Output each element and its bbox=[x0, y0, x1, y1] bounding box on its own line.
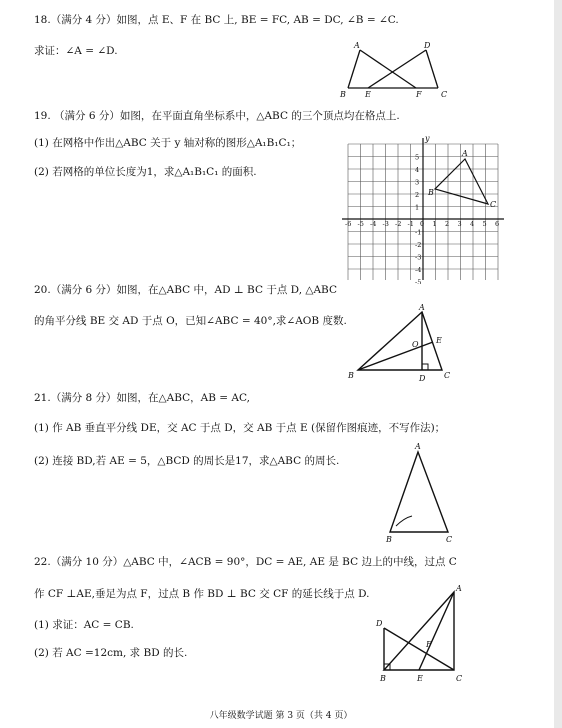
q19-x-tick-label: -6 bbox=[345, 220, 352, 228]
q19-x-tick-label: -5 bbox=[357, 220, 364, 228]
q19-x-tick-label: 4 bbox=[470, 220, 475, 228]
q18-figure bbox=[338, 38, 458, 98]
q18-label-f: F bbox=[416, 90, 422, 98]
q19-y-tick-label: 5 bbox=[415, 153, 420, 162]
q19-x-tick-label: 0 bbox=[420, 220, 425, 228]
q19-y-tick-label: 2 bbox=[415, 191, 420, 199]
q19-x-tick-label: 3 bbox=[457, 220, 462, 228]
q20-right-angle-mark bbox=[422, 364, 428, 370]
q19-y-tick-label: -3 bbox=[415, 253, 422, 262]
q20-label-c: C bbox=[444, 371, 451, 380]
q22-part2: (2) 若 AC =12cm, 求 BD 的长. bbox=[34, 647, 188, 659]
q22-label-d: D bbox=[376, 619, 383, 628]
q22-triangle-abc bbox=[384, 592, 454, 670]
q21-figure bbox=[378, 440, 468, 546]
q22-median-ae bbox=[419, 592, 454, 670]
q22-heading: 22.（满分 10 分）△ABC 中，∠ACB = 90°，DC = AE, AE 是 BC 边上的中线，过点 C bbox=[34, 556, 457, 568]
q20-label-a: A bbox=[419, 303, 425, 312]
q20-label-o: O bbox=[412, 340, 419, 349]
q19-x-tick-label: 6 bbox=[495, 220, 500, 228]
q19-x-tick-label: 2 bbox=[445, 220, 450, 228]
q20-label-b: B bbox=[348, 371, 354, 380]
q21-label-a: A bbox=[415, 442, 421, 451]
q18-label-a: A bbox=[354, 41, 360, 50]
q18-seg-de bbox=[368, 50, 426, 88]
q20-label-d: D bbox=[419, 374, 426, 383]
q21-construction-arc bbox=[396, 516, 412, 526]
q19-heading: 19. （满分 6 分）如图，在平面直角坐标系中，△ABC 的三个顶点均在格点上. bbox=[34, 110, 400, 122]
q20-body: 的角平分线 BE 交 AD 于点 O，已知∠ABC = 40°,求∠AOB 度数. bbox=[34, 315, 347, 327]
q18-label-c: C bbox=[441, 90, 448, 98]
q19-x-tick-label: -2 bbox=[395, 220, 402, 228]
q21-label-b: B bbox=[386, 535, 392, 544]
q22-seg-dc bbox=[384, 628, 454, 670]
q19-y-tick-label: -5 bbox=[415, 278, 422, 284]
q20-triangle-abc bbox=[358, 312, 442, 370]
q21-part2: (2) 连接 BD,若 AE = 5，△BCD 的周长是17，求△ABC 的周长. bbox=[34, 455, 340, 467]
q22-label-b: B bbox=[380, 674, 386, 683]
q19-y-tick-label: -1 bbox=[415, 228, 422, 237]
q18-heading: 18.（满分 4 分）如图，点 E、F 在 BC 上, BE = FC, AB = DC, ∠B = ∠C. bbox=[34, 14, 399, 26]
q18-seg-cd bbox=[426, 50, 438, 88]
q19-label-c: C bbox=[490, 200, 497, 209]
q18-seg-af bbox=[360, 50, 416, 88]
q20-figure bbox=[344, 302, 464, 384]
q19-x-tick-label: 1 bbox=[432, 220, 437, 228]
q18-label-b: B bbox=[340, 90, 346, 98]
q19-coordinate-grid bbox=[338, 132, 508, 284]
q20-label-e: E bbox=[436, 336, 442, 345]
q19-y-tick-label: -4 bbox=[415, 266, 422, 274]
q22-label-c: C bbox=[456, 674, 463, 683]
q19-y-tick-label: 1 bbox=[415, 203, 420, 212]
q22-body: 作 CF ⊥AE,垂足为点 F，过点 B 作 BD ⊥ BC 交 CF 的延长线于点 D. bbox=[34, 588, 370, 600]
q19-x-tick-label: -1 bbox=[407, 220, 414, 228]
q19-x-tick-label: -3 bbox=[382, 220, 389, 228]
q22-label-f: F bbox=[426, 640, 432, 649]
q18-label-d: D bbox=[424, 41, 431, 50]
q19-label-a: A bbox=[462, 149, 468, 158]
page-edge-shadow bbox=[554, 0, 562, 728]
q19-y-tick-label: 3 bbox=[415, 178, 420, 187]
q21-heading: 21.（满分 8 分）如图，在△ABC，AB = AC, bbox=[34, 392, 251, 404]
q19-x-tick-label: -4 bbox=[370, 220, 377, 228]
q18-label-e: E bbox=[365, 90, 371, 98]
q19-label-b: B bbox=[428, 188, 434, 197]
q21-label-c: C bbox=[446, 535, 453, 544]
q21-triangle-abc bbox=[390, 452, 448, 532]
q18-seg-ab bbox=[348, 50, 360, 88]
page-footer: 八年级数学试题 第 3 页（共 4 页） bbox=[209, 711, 353, 721]
q21-part1: (1) 作 AB 垂直平分线 DE，交 AC 于点 D，交 AB 于点 E (保留作图痕迹，不写作法)； bbox=[34, 422, 446, 434]
q19-part2: (2) 若网格的单位长度为1，求△A₁B₁C₁ 的面积. bbox=[34, 166, 257, 178]
q18-prove: 求证：∠A = ∠D. bbox=[34, 45, 118, 57]
q19-y-tick-label: -2 bbox=[415, 241, 422, 249]
q20-heading: 20.（满分 6 分）如图，在△ABC 中，AD ⊥ BC 于点 D, △ABC bbox=[34, 284, 337, 296]
q22-figure bbox=[372, 582, 472, 686]
q19-part1: (1) 在网格中作出△ABC 关于 y 轴对称的图形△A₁B₁C₁； bbox=[34, 137, 302, 149]
q22-label-a: A bbox=[456, 584, 462, 593]
q22-part1: (1) 求证：AC = CB. bbox=[34, 619, 134, 631]
q19-label-y: y bbox=[425, 134, 430, 143]
q19-x-tick-label: 5 bbox=[482, 220, 487, 228]
q19-y-tick-label: 4 bbox=[415, 166, 420, 174]
q22-label-e: E bbox=[417, 674, 423, 683]
